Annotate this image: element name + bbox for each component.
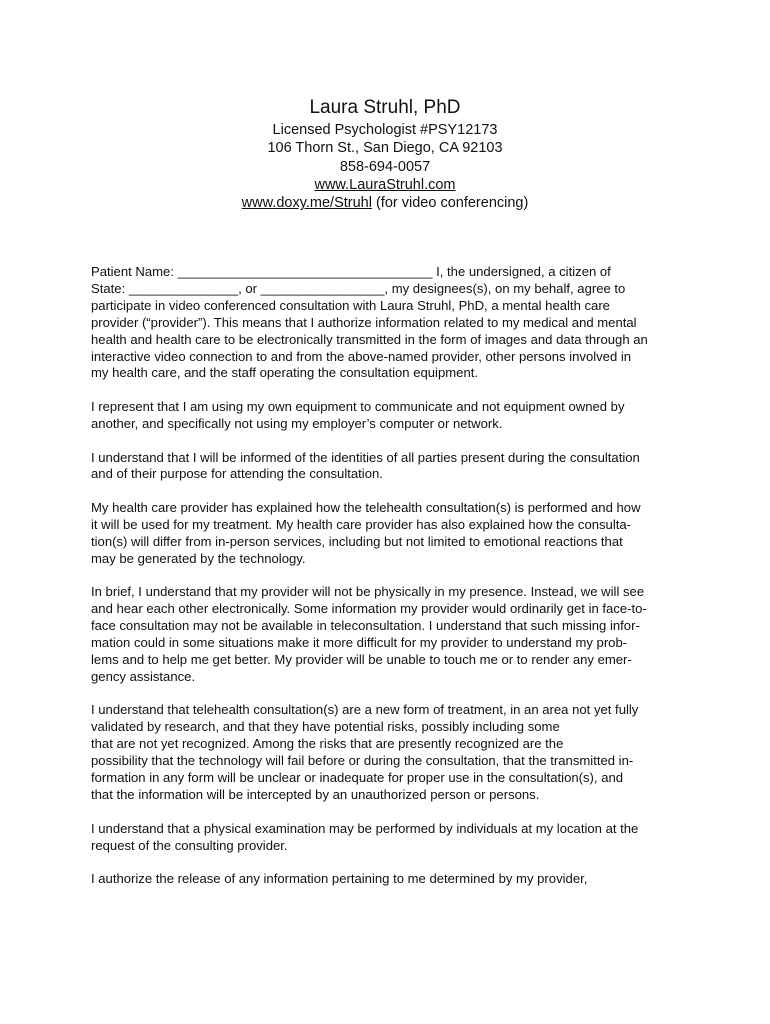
- text-line: and of their purpose for attending the consultation.: [91, 466, 383, 482]
- text-line: My health care provider has explained how the telehealth consultation(s) is performed and how: [91, 500, 641, 516]
- text-line: lems and to help me get better. My provider will be unable to touch me or to render any emer-: [91, 651, 632, 667]
- text-line: that are not yet recognized. Among the risks that are presently recognized are the: [91, 736, 564, 752]
- text-line: I understand that a physical examination may be performed by individuals at my location at the: [91, 820, 639, 836]
- phone-line: 858-694-0057: [339, 158, 431, 175]
- text-line: that the information will be intercepted by an unauthorized person or persons.: [91, 787, 540, 802]
- text-line: it will be used for my treatment. My health care provider has also explained how the consulta-: [91, 516, 632, 532]
- text-line: my health care, and the staff operating the consultation equipment.: [91, 365, 479, 381]
- text-line: participate in video conferenced consultation with Laura Struhl, PhD, a mental health care: [91, 297, 610, 313]
- text-line: mation could in some situations make it more difficult for my provider to understand my prob-: [91, 635, 628, 651]
- text-line: interactive video connection to and from the above-named provider, other persons involved in: [91, 348, 632, 364]
- consent-body: [91, 264, 691, 905]
- letterhead: [0, 95, 770, 212]
- text-line: validated by research, and that they have potential risks, possibly including some: [91, 719, 560, 735]
- paragraph-patient-consent: [91, 264, 691, 382]
- text-line: request of the consulting provider.: [91, 837, 288, 853]
- website-line: [0, 176, 770, 194]
- paragraph-own-equipment: [91, 399, 691, 433]
- address-line: 106 Thorn St., San Diego, CA 92103: [267, 140, 503, 157]
- text-line: provider (“provider”). This means that I authorize information related to my medical and mental: [91, 314, 637, 330]
- text-line: I authorize the release of any information pertaining to me determined by my provider,: [91, 871, 588, 887]
- website-link[interactable]: www.LauraStruhl.com: [314, 176, 456, 193]
- video-note: (for video conferencing): [371, 195, 529, 212]
- text-line: may be generated by the technology.: [91, 550, 306, 566]
- text-line: formation in any form will be unclear or inadequate for proper use in the consultation(s), and: [91, 770, 624, 786]
- paragraph-parties-present: [91, 450, 691, 484]
- paragraph-risks: [91, 702, 691, 803]
- video-conference-link[interactable]: www.doxy.me/Struhl: [241, 195, 372, 212]
- text-line: State: _______________, or _________________, my designees(s), on my behalf, agree to: [91, 280, 626, 296]
- text-line: and hear each other electronically. Some information my provider would ordinarily get in face-to-: [91, 601, 647, 617]
- text-line: another, and specifically not using my employer’s computer or network.: [91, 415, 503, 431]
- provider-name: Laura Struhl, PhD: [309, 97, 461, 118]
- text-line: Patient Name: ___________________________________ I, the undersigned, a citizen of: [91, 264, 611, 279]
- text-line: tion(s) will differ from in-person services, including but not limited to emotional reactions that: [91, 533, 623, 549]
- text-line: I understand that telehealth consultation(s) are a new form of treatment, in an area not yet fully: [91, 702, 639, 718]
- paragraph-not-physically-present: [91, 584, 691, 685]
- text-line: I represent that I am using my own equipment to communicate and not equipment owned by: [91, 399, 625, 415]
- text-line: I understand that I will be informed of the identities of all parties present during the consultation: [91, 449, 640, 465]
- paragraph-release-information: [91, 871, 691, 888]
- text-line: gency assistance.: [91, 668, 196, 684]
- video-line: [0, 194, 770, 212]
- license-line: Licensed Psychologist #PSY12173: [272, 122, 498, 138]
- text-line: possibility that the technology will fail before or during the consultation, that the transmitted in-: [91, 753, 634, 769]
- text-line: In brief, I understand that my provider will not be physically in my presence. Instead, we will see: [91, 584, 645, 600]
- text-line: face consultation may not be available in teleconsultation. I understand that such missing infor-: [91, 618, 640, 634]
- paragraph-explained-procedure: [91, 500, 691, 568]
- paragraph-physical-exam: [91, 821, 691, 855]
- text-line: health and health care to be electronically transmitted in the form of images and data through an: [91, 331, 648, 347]
